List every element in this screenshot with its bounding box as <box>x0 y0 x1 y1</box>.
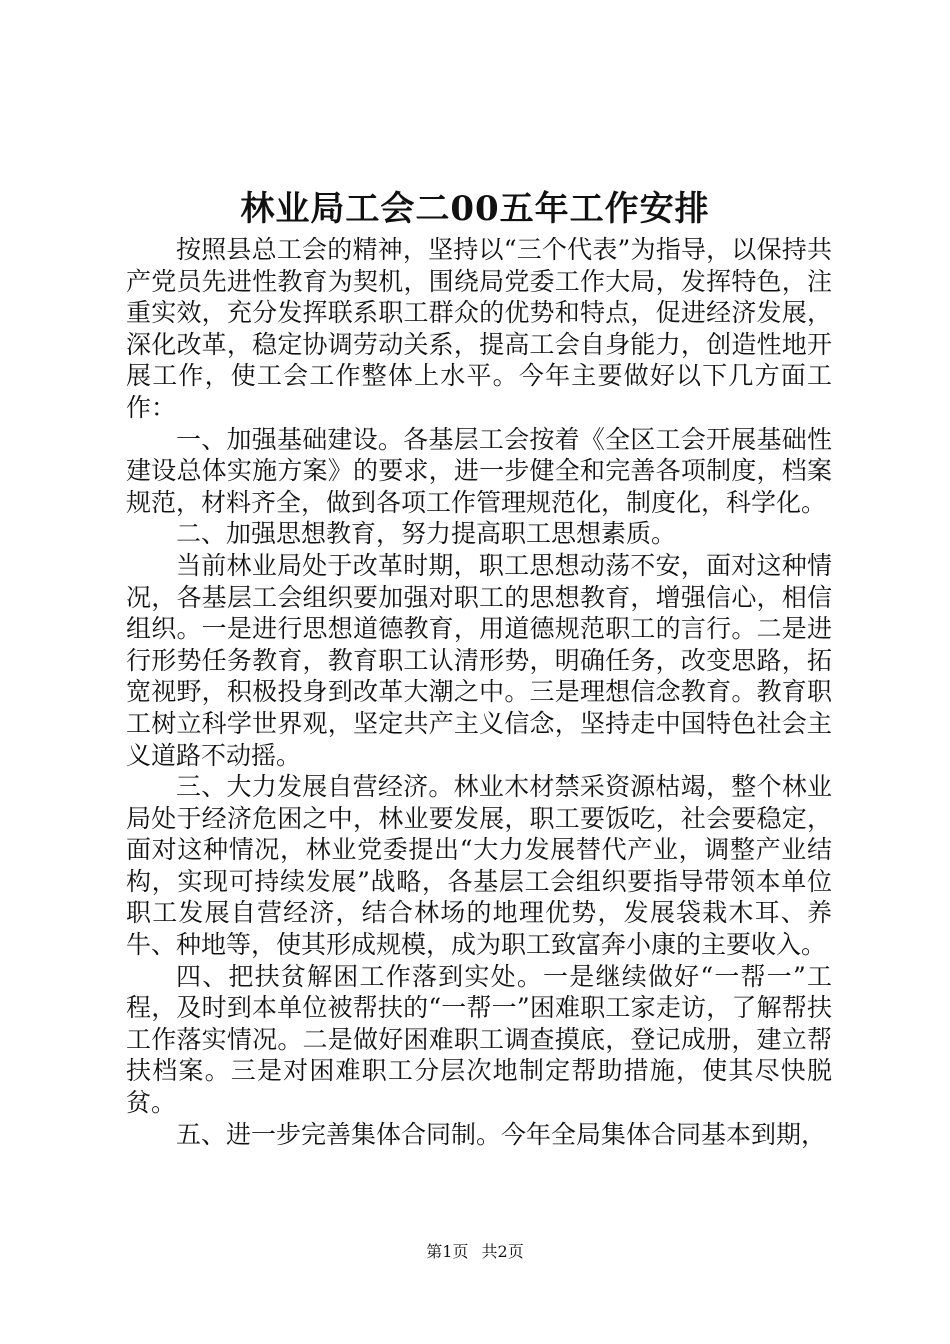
paragraph-intro: 按照县总工会的精神，坚持以“三个代表”为指导，以保持共产党员先进性教育为契机，围绕局党委工作大局，发挥特色，注重实效，充分发挥联系职工群众的优势和特点，促进经济发展，深化改革，稳定协调劳动关系，提高工会自身能力，创造性地开展工作，使工会工作整体上水平。今年主要做好以下几方面工作： <box>126 235 832 422</box>
page-number-total: 共2页 <box>481 1242 524 1261</box>
paragraph-section-1: 一、加强基础建设。各基层工会按着《全区工会开展基础性建设总体实施方案》的要求，进一步健全和完善各项制度，档案规范，材料齐全，做到各项工作管理规范化，制度化，科学化。 <box>126 424 832 517</box>
paragraph-section-3: 三、大力发展自营经济。林业木材禁采资源枯竭，整个林业局处于经济危困之中，林业要发展，职工要饭吃，社会要稳定，面对这种情况，林业党委提出“大力发展替代产业，调整产业结构，实现可持续发展”战略，各基层工会组织要指导带领本单位职工发展自营经济，结合林场的地理优势，发展袋栽木耳、养牛、种地等，使其形成规模，成为职工致富奔小康的主要收入。 <box>126 772 832 960</box>
paragraph-section-4: 四、把扶贫解困工作落到实处。一是继续做好“一帮一”工程，及时到本单位被帮扶的“一帮一”困难职工家走访，了解帮扶工作落实情况。二是做好困难职工调查摸底，登记成册，建立帮扶档案。三是对困难职工分层次地制定帮助措施，使其尽快脱贫。 <box>126 961 832 1118</box>
paragraph-section-2-heading: 二、加强思想教育，努力提高职工思想素质。 <box>176 519 677 549</box>
paragraph-section-5: 五、进一步完善集体合同制。今年全局集体合同基本到期， <box>176 1119 827 1149</box>
document-body <box>126 234 832 1150</box>
page-number-current: 第1页 <box>426 1242 469 1261</box>
paragraph-section-2-body: 当前林业局处于改革时期，职工思想动荡不安，面对这种情况，各基层工会组织要加强对职工的思想教育，增强信心，相信组织。一是进行思想道德教育，用道德规范职工的言行。二是进行形势任务教育，教育职工认清形势，明确任务，改变思路，拓宽视野，积极投身到改革大潮之中。三是理想信念教育。教育职工树立科学世界观，坚定共产主义信念，坚持走中国特色社会主义道路不动摇。 <box>126 550 832 770</box>
document-title: 林业局工会二00五年工作安排 <box>240 189 710 229</box>
page-footer <box>0 1241 950 1263</box>
